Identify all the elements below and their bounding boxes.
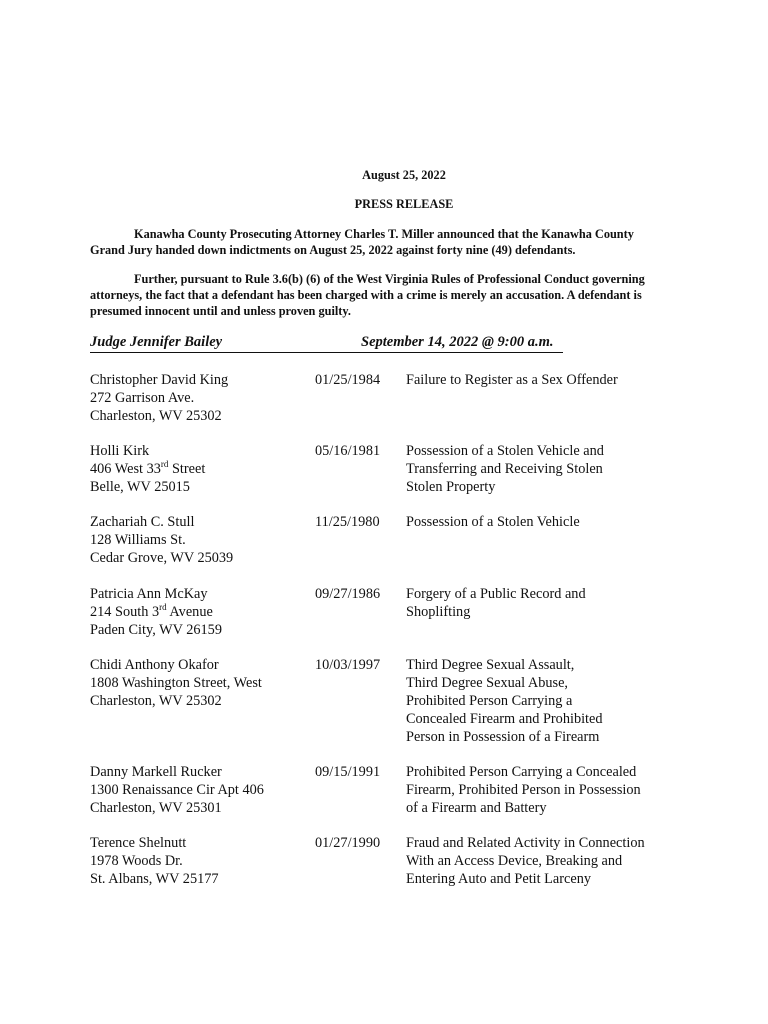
charge-line: Person in Possession of a Firearm bbox=[406, 729, 600, 745]
defendant-charges bbox=[406, 371, 656, 389]
defendant-address-block bbox=[90, 656, 305, 710]
defendant-dob: 10/03/1997 bbox=[315, 657, 381, 673]
defendant-charges bbox=[406, 513, 656, 531]
defendant-city: St. Albans, WV 25177 bbox=[90, 871, 219, 887]
defendant-charges bbox=[406, 656, 656, 746]
defendant-address-block bbox=[90, 371, 305, 425]
defendant-street: 1300 Renaissance Cir Apt 406 bbox=[90, 782, 264, 798]
document-title: PRESS RELEASE bbox=[354, 197, 454, 211]
charge-line: Concealed Firearm and Prohibited bbox=[406, 711, 603, 727]
defendant-street: 1808 Washington Street, West bbox=[90, 675, 262, 691]
charge-line: Fraud and Related Activity in Connection bbox=[406, 835, 645, 851]
defendant-street: 272 Garrison Ave. bbox=[90, 390, 195, 406]
charge-line: Entering Auto and Petit Larceny bbox=[406, 871, 592, 887]
defendant-city: Charleston, WV 25301 bbox=[90, 800, 222, 816]
defendant-address-block bbox=[90, 834, 305, 888]
defendant-charges bbox=[406, 585, 656, 621]
defendant-name: Holli Kirk bbox=[90, 443, 150, 459]
defendant-address-block bbox=[90, 442, 305, 496]
defendant-city: Cedar Grove, WV 25039 bbox=[90, 550, 234, 566]
charge-line: of a Firearm and Battery bbox=[406, 800, 547, 816]
defendant-name: Patricia Ann McKay bbox=[90, 586, 208, 602]
defendant-dob: 11/25/1980 bbox=[315, 514, 380, 530]
charge-line: Third Degree Sexual Abuse, bbox=[406, 675, 568, 691]
charge-line: Failure to Register as a Sex Offender bbox=[406, 372, 618, 388]
announcement-paragraph: Kanawha County Prosecuting Attorney Charles T. Miller announced that the Kanawha County Grand Jury handed down indictments on August 25, 2022 against forty nine (49) defendants. bbox=[90, 227, 634, 257]
defendant-charges bbox=[406, 763, 656, 817]
defendant-name: Chidi Anthony Okafor bbox=[90, 657, 219, 673]
defendant-name: Danny Markell Rucker bbox=[90, 764, 222, 780]
defendant-charges bbox=[406, 442, 656, 496]
release-date: August 25, 2022 bbox=[362, 168, 446, 182]
defendant-street: 406 West 33rd Street bbox=[90, 459, 206, 477]
defendant-dob: 09/27/1986 bbox=[315, 586, 381, 602]
defendant-street: 128 Williams St. bbox=[90, 532, 186, 548]
charge-line: Firearm, Prohibited Person in Possession bbox=[406, 782, 641, 798]
defendant-dob: 01/27/1990 bbox=[315, 835, 381, 851]
defendant-address-block bbox=[90, 585, 305, 639]
defendant-dob: 01/25/1984 bbox=[315, 372, 381, 388]
court-heading bbox=[90, 334, 563, 353]
defendant-name: Christopher David King bbox=[90, 372, 229, 388]
defendant-city: Charleston, WV 25302 bbox=[90, 408, 222, 424]
defendant-dob: 09/15/1991 bbox=[315, 764, 381, 780]
charge-line: Third Degree Sexual Assault, bbox=[406, 657, 575, 673]
hearing-date: September 14, 2022 @ 9:00 a.m. bbox=[361, 334, 554, 350]
defendant-name: Terence Shelnutt bbox=[90, 835, 187, 851]
charge-line: Prohibited Person Carrying a bbox=[406, 693, 573, 709]
charge-line: Stolen Property bbox=[406, 479, 496, 495]
charge-line: Transferring and Receiving Stolen bbox=[406, 461, 603, 477]
defendant-street: 214 South 3rd Avenue bbox=[90, 602, 213, 620]
charge-line: With an Access Device, Breaking and bbox=[406, 853, 623, 869]
charge-line: Shoplifting bbox=[406, 604, 471, 620]
defendant-name: Zachariah C. Stull bbox=[90, 514, 195, 530]
defendant-dob: 05/16/1981 bbox=[315, 443, 381, 459]
defendant-city: Charleston, WV 25302 bbox=[90, 693, 222, 709]
defendant-charges bbox=[406, 834, 656, 888]
charge-line: Forgery of a Public Record and bbox=[406, 586, 586, 602]
defendant-address-block bbox=[90, 763, 305, 817]
defendant-city: Paden City, WV 26159 bbox=[90, 622, 222, 638]
defendant-address-block bbox=[90, 513, 305, 567]
defendant-city: Belle, WV 25015 bbox=[90, 479, 190, 495]
defendant-street: 1978 Woods Dr. bbox=[90, 853, 183, 869]
disclaimer-paragraph: Further, pursuant to Rule 3.6(b) (6) of the West Virginia Rules of Professional Conduct governing attorneys, the fact that a defendant has been charged with a crime is merely an accusation. A defendant is presumed innocent until and unless proven guilty. bbox=[90, 272, 645, 318]
judge-name: Judge Jennifer Bailey bbox=[90, 334, 223, 350]
charge-line: Prohibited Person Carrying a Concealed bbox=[406, 764, 637, 780]
charge-line: Possession of a Stolen Vehicle bbox=[406, 514, 580, 530]
charge-line: Possession of a Stolen Vehicle and bbox=[406, 443, 604, 459]
